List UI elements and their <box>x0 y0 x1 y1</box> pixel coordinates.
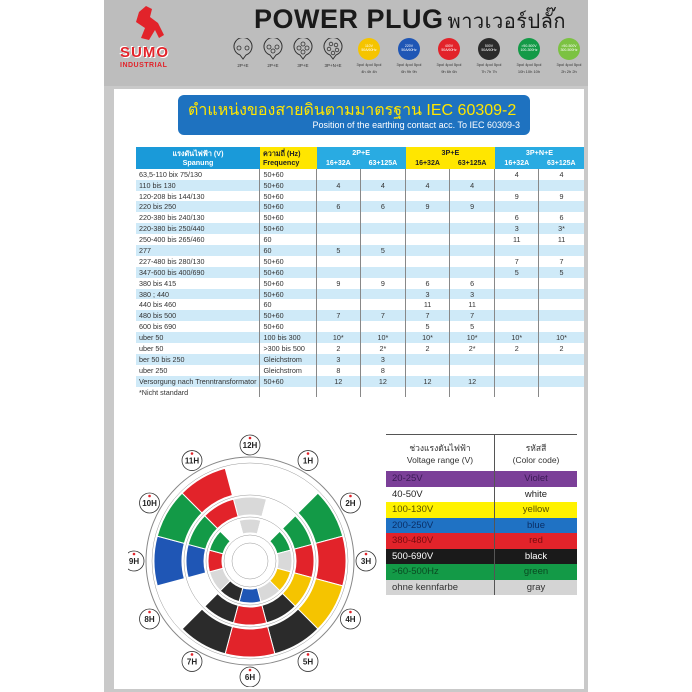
clock-position-diagram <box>128 429 383 687</box>
position-cell <box>495 354 539 365</box>
hours-label: 2h 2h 2h <box>561 69 577 74</box>
voltage-cell: uber 50 <box>136 332 260 343</box>
voltage-cell: 380 bis 415 <box>139 278 177 288</box>
table-body <box>136 169 584 398</box>
position-cell <box>449 191 495 202</box>
color-circle-lightgreen <box>552 38 586 74</box>
position-cell: 11 <box>539 234 584 245</box>
table-row <box>136 191 584 202</box>
frequency-cell: 50+60 <box>260 169 317 180</box>
legend-body <box>386 471 577 595</box>
voltage-cell: uber 250 <box>139 365 168 375</box>
position-cell: 4 <box>449 180 495 191</box>
group-3pne: 3P+N+E <box>495 147 584 158</box>
color-dot: >50-500V 300-500Hz <box>558 38 580 60</box>
position-cell: 8 <box>317 365 361 376</box>
position-cell <box>449 212 495 223</box>
position-cell <box>449 267 495 278</box>
position-cell: 7 <box>495 256 539 267</box>
frequency-cell: 50+60 <box>260 180 317 191</box>
position-cell <box>495 376 539 387</box>
color-dot: 500V 50A/60Hz <box>478 38 500 60</box>
frequency-cell: 50+60 <box>260 376 317 387</box>
content-card <box>114 89 584 689</box>
position-cell <box>317 169 361 180</box>
position-cell: 5 <box>539 267 584 278</box>
position-cell <box>406 169 450 180</box>
plug-label: 2P+E <box>237 63 249 68</box>
hour-label: 12H <box>242 441 258 450</box>
position-cell: 10* <box>317 332 361 343</box>
hours-label: 4h 4h 4h <box>361 69 377 74</box>
position-cell: 11 <box>449 299 495 310</box>
banner-thai: ตำแหน่งของสายดินตามมาตรฐาน IEC 60309-2 <box>188 102 517 119</box>
frequency-cell: 60 <box>260 245 317 256</box>
position-cell: 5 <box>406 321 450 332</box>
position-cell: 10* <box>449 332 495 343</box>
color-circle-green <box>512 38 546 74</box>
earthing-position-table <box>136 147 584 397</box>
position-cell: 12 <box>317 376 361 387</box>
voltage-cell: 347-600 bis 400/690 <box>136 267 260 278</box>
footnote: *Nicht standard <box>139 387 189 397</box>
frequency-cell: 60 <box>260 299 317 310</box>
hour-label: 10H <box>142 499 157 508</box>
plug-types <box>230 38 346 68</box>
position-cell <box>495 310 539 321</box>
position-cell <box>495 180 539 191</box>
page-title <box>254 4 566 37</box>
hour-label: 4H <box>345 615 356 624</box>
position-cell: 4 <box>406 180 450 191</box>
sub-header: 63+125A <box>449 158 495 169</box>
group-2pe: 2P+E <box>317 147 406 158</box>
position-cell: 3 <box>317 354 361 365</box>
frequency-cell: Gleichstrom <box>260 365 317 376</box>
legend-range: 500-690V <box>392 550 434 562</box>
earth-dot-icon <box>307 653 310 656</box>
position-cell <box>495 289 539 300</box>
sub-header: 16+32A <box>317 158 361 169</box>
position-cell <box>406 365 450 376</box>
frequency-cell: 50+60 <box>260 267 317 278</box>
frequency-cell: 50+60 <box>260 321 317 332</box>
position-cell <box>406 267 450 278</box>
table-row <box>136 354 584 365</box>
table-row <box>136 278 584 289</box>
plug-3pin-icon <box>261 38 285 60</box>
hour-label: 2H <box>345 499 356 508</box>
position-cell: 7 <box>360 310 406 321</box>
earth-dot-icon <box>148 611 151 614</box>
position-cell: 9 <box>539 191 584 202</box>
position-cell: 12 <box>406 376 450 387</box>
position-cell <box>539 376 584 387</box>
brand-sub: INDUSTRIAL <box>120 62 168 69</box>
col-frequency: ความถี่ (Hz) Frequency <box>260 147 317 169</box>
position-cell: 5 <box>317 245 361 256</box>
position-cell <box>449 169 495 180</box>
legend-code: black <box>495 549 578 565</box>
hour-label: 1H <box>302 456 314 466</box>
position-cell <box>360 234 406 245</box>
position-cell: 3 <box>449 289 495 300</box>
sumo-wrestler-icon <box>128 4 168 44</box>
hours-label: 10h 10h 10h <box>517 69 541 74</box>
position-cell: 11 <box>406 299 450 310</box>
sub-header: 63+125A <box>539 158 584 169</box>
earth-dot-icon <box>249 437 252 440</box>
position-cell <box>495 201 539 212</box>
position-cell <box>406 212 450 223</box>
hour-label: 6H <box>244 673 256 682</box>
legend-row <box>386 502 577 518</box>
position-cell: 5 <box>495 267 539 278</box>
position-cell: 4 <box>317 180 361 191</box>
position-cell: 2* <box>449 343 495 354</box>
frequency-cell: 100 bis 300 <box>260 332 317 343</box>
table-row <box>136 169 584 180</box>
hour-label: 11H <box>184 456 200 466</box>
color-circle-yellow <box>352 38 386 74</box>
position-cell <box>360 212 406 223</box>
table-row <box>136 365 584 376</box>
position-cell <box>406 245 450 256</box>
position-cell <box>360 169 406 180</box>
header <box>104 0 588 86</box>
position-cell <box>539 180 584 191</box>
position-cell: 3 <box>495 223 539 234</box>
position-cell <box>406 223 450 234</box>
position-cell: 6 <box>449 278 495 289</box>
legend-code: red <box>495 533 578 549</box>
plug-label: 3P+E <box>297 63 309 68</box>
color-dot: >50-500V 100-300Hz <box>518 38 540 60</box>
brand-name: SUMO <box>120 44 169 61</box>
voltage-cell: 250-400 bis 265/460 <box>139 235 205 245</box>
position-cell <box>360 267 406 278</box>
hour-label: 3H <box>360 557 372 566</box>
legend-row <box>386 533 577 549</box>
voltage-cell: 600 bis 690 <box>139 322 177 332</box>
frequency-cell: 50+60 <box>260 289 317 300</box>
position-cell: 8 <box>360 365 406 376</box>
voltage-cell: 380 ; 440 <box>136 289 260 300</box>
position-cell <box>539 310 584 321</box>
voltage-cell: 110 bis 130 <box>136 180 260 191</box>
poster <box>104 0 588 692</box>
position-cell <box>495 365 539 376</box>
title-thai: พาวเวอร์ปลั๊ก <box>447 11 567 33</box>
color-dot: 220V 50A/60Hz <box>398 38 420 60</box>
sub-header: 16+32A <box>406 158 450 169</box>
legend-row <box>386 564 577 580</box>
plug-type <box>290 38 316 68</box>
table-row <box>136 212 584 223</box>
table-row <box>136 180 584 191</box>
poles-label: 3pol 4pol 5pol <box>396 62 422 67</box>
earth-dot-icon <box>307 452 310 455</box>
position-cell: 7 <box>317 310 361 321</box>
legend-code: gray <box>495 580 578 596</box>
legend-row <box>386 580 577 596</box>
position-cell: 5 <box>360 245 406 256</box>
position-cell: 10* <box>539 332 584 343</box>
legend-row <box>386 471 577 487</box>
position-cell <box>539 365 584 376</box>
footnote-row <box>136 387 584 398</box>
position-cell: 6 <box>360 201 406 212</box>
position-cell <box>449 256 495 267</box>
voltage-cell: 220 bis 250 <box>136 201 260 212</box>
position-cell: 2 <box>495 343 539 354</box>
earth-dot-icon <box>191 452 194 455</box>
banner-english: Position of the earthing contact acc. To IEC 60309-3 <box>312 120 520 130</box>
position-cell <box>317 223 361 234</box>
hour-label: 9H <box>128 557 140 566</box>
position-cell: 6 <box>539 212 584 223</box>
frequency-cell: 50+60 <box>260 201 317 212</box>
poles-label: 3pol 4pol 5pol <box>476 62 502 67</box>
voltage-cell: 480 bis 500 <box>136 310 260 321</box>
table-row <box>136 376 584 387</box>
color-circle-blue <box>392 38 426 74</box>
position-cell: 9 <box>449 201 495 212</box>
plug-2pin-icon <box>231 38 255 60</box>
legend-row <box>386 487 577 503</box>
position-cell: 7 <box>406 310 450 321</box>
table-row <box>136 256 584 267</box>
legend-range: 100-130V <box>392 504 434 516</box>
frequency-cell: Gleichstrom <box>260 354 317 365</box>
hour-label: 7H <box>186 657 198 667</box>
position-cell <box>449 223 495 234</box>
position-cell: 2* <box>360 343 406 354</box>
voltage-cell: 63,5-110 bix 75/130 <box>139 169 203 179</box>
earth-dot-icon <box>365 553 368 556</box>
plug-type <box>320 38 346 68</box>
table-row <box>136 234 584 245</box>
table-row <box>136 343 584 354</box>
position-cell: 6 <box>495 212 539 223</box>
hours-label: 9h 6h 6h <box>441 69 457 74</box>
voltage-cell: 227-480 bis 280/130 <box>139 256 205 266</box>
sub-header: 16+32A <box>495 158 539 169</box>
table-row <box>136 299 584 310</box>
position-cell <box>317 289 361 300</box>
position-cell <box>539 354 584 365</box>
color-dot: 110V 50A/60Hz <box>358 38 380 60</box>
position-cell: 9 <box>406 201 450 212</box>
position-cell: 4 <box>495 169 539 180</box>
color-circle-black <box>472 38 506 74</box>
frequency-cell: 50+60 <box>260 212 317 223</box>
plug-type <box>230 38 256 68</box>
position-cell <box>406 234 450 245</box>
voltage-cell: Versorgung nach Trenntransformator <box>136 376 260 387</box>
position-cell: 7 <box>449 310 495 321</box>
position-cell <box>406 256 450 267</box>
position-cell: 2 <box>539 343 584 354</box>
position-cell <box>317 267 361 278</box>
legend-range: 200-250V <box>392 519 434 531</box>
table-row <box>136 289 584 300</box>
earth-dot-icon <box>349 495 352 498</box>
position-cell: 9 <box>360 278 406 289</box>
voltage-cell: 277 <box>136 245 260 256</box>
position-cell: 11 <box>495 234 539 245</box>
legend-range: 380-480V <box>392 535 434 547</box>
position-cell <box>495 321 539 332</box>
voltage-cell: 120-208 bis 144/130 <box>139 191 205 201</box>
position-cell: 5 <box>449 321 495 332</box>
hour-label: 5H <box>302 657 314 667</box>
position-cell: 6 <box>406 278 450 289</box>
table-row <box>136 321 584 332</box>
table-row <box>136 223 584 234</box>
plug-4pin-icon <box>291 38 315 60</box>
table-row <box>136 201 584 212</box>
legend-code: yellow <box>495 502 578 518</box>
hours-label: 7h 7h 7h <box>481 69 497 74</box>
frequency-cell: >300 bis 500 <box>260 343 317 354</box>
frequency-cell: 60 <box>260 234 317 245</box>
position-cell: 10* <box>360 332 406 343</box>
hours-label: 6h 9h 9h <box>401 69 417 74</box>
color-dot: 400V 50A/60Hz <box>438 38 460 60</box>
position-cell <box>449 365 495 376</box>
plug-type <box>260 38 286 68</box>
position-cell <box>360 256 406 267</box>
position-cell <box>539 299 584 310</box>
frequency-cell: 50+60 <box>260 223 317 234</box>
position-cell <box>406 191 450 202</box>
position-cell <box>360 191 406 202</box>
legend-code: green <box>495 564 578 580</box>
position-cell <box>495 245 539 256</box>
position-cell: 3 <box>406 289 450 300</box>
color-code-legend <box>386 434 577 595</box>
legend-code: blue <box>495 518 578 534</box>
frequency-cell: 50+60 <box>260 191 317 202</box>
position-cell <box>449 245 495 256</box>
color-code-circles <box>352 38 586 74</box>
hour-label: 8H <box>144 615 155 624</box>
earth-dot-icon <box>148 495 151 498</box>
frequency-cell: 50+60 <box>260 256 317 267</box>
position-cell <box>449 354 495 365</box>
legend-range: 40-50V <box>392 488 423 500</box>
legend-row <box>386 518 577 534</box>
position-cell: 4 <box>539 169 584 180</box>
voltage-cell: ber 50 bis 250 <box>136 354 260 365</box>
position-cell <box>317 321 361 332</box>
earth-dot-icon <box>133 553 136 556</box>
position-cell <box>449 234 495 245</box>
position-cell <box>406 354 450 365</box>
earth-dot-icon <box>349 611 352 614</box>
brand-logo <box>114 4 194 74</box>
position-cell <box>539 245 584 256</box>
position-cell <box>360 289 406 300</box>
position-cell <box>317 234 361 245</box>
legend-range: 20-25V <box>392 473 423 485</box>
color-circle-red <box>432 38 466 74</box>
position-cell <box>360 299 406 310</box>
voltage-cell: 440 bis 460 <box>139 300 177 310</box>
legend-code: Violet <box>495 471 578 487</box>
position-cell: 3* <box>539 223 584 234</box>
frequency-cell: 50+60 <box>260 310 317 321</box>
position-cell: 7 <box>539 256 584 267</box>
position-cell: 9 <box>317 278 361 289</box>
position-cell <box>495 299 539 310</box>
plug-label: 3P+N+E <box>324 63 342 68</box>
position-cell <box>539 278 584 289</box>
position-cell <box>317 212 361 223</box>
position-cell <box>317 256 361 267</box>
frequency-cell: 50+60 <box>260 278 317 289</box>
legend-range: >60-500Hz <box>392 566 439 578</box>
position-cell <box>539 289 584 300</box>
table-row <box>136 267 584 278</box>
section-banner <box>178 95 530 135</box>
position-cell: 10* <box>406 332 450 343</box>
title-en: POWER PLUG <box>254 4 444 34</box>
sub-header: 63+125A <box>360 158 406 169</box>
position-cell <box>539 201 584 212</box>
position-cell: 4 <box>360 180 406 191</box>
position-cell <box>360 321 406 332</box>
position-cell <box>539 321 584 332</box>
position-cell <box>317 191 361 202</box>
earth-dot-icon <box>249 669 252 672</box>
poles-label: 3pol 4pol 5pol <box>436 62 462 67</box>
earth-dot-icon <box>191 653 194 656</box>
legend-code: white <box>495 487 578 503</box>
position-cell <box>495 278 539 289</box>
poles-label: 3pol 4pol 5pol <box>556 62 582 67</box>
poles-label: 3pol 4pol 5pol <box>516 62 542 67</box>
position-cell: 2 <box>317 343 361 354</box>
position-cell: 6 <box>317 201 361 212</box>
plug-label: 2P+E <box>267 63 279 68</box>
position-cell: 9 <box>495 191 539 202</box>
position-cell: 12 <box>449 376 495 387</box>
position-cell: 12 <box>360 376 406 387</box>
table-row <box>136 245 584 256</box>
table-row <box>136 310 584 321</box>
position-cell: 2 <box>406 343 450 354</box>
col-voltage: แรงดันไฟฟ้า (V) Spanung <box>136 147 260 169</box>
table-row <box>136 332 584 343</box>
position-cell: 3 <box>360 354 406 365</box>
legend-range: ohne kennfarbe <box>392 581 459 593</box>
poles-label: 3pol 4pol 5pol <box>356 62 382 67</box>
position-cell: 10* <box>495 332 539 343</box>
voltage-cell: 220-380 bis 250/440 <box>136 223 260 234</box>
legend-row <box>386 549 577 565</box>
plug-5pin-icon <box>321 38 345 60</box>
voltage-cell: 220-380 bis 240/130 <box>139 213 205 223</box>
position-cell <box>360 223 406 234</box>
position-cell <box>317 299 361 310</box>
legend-head-range: ช่วงแรงดันไฟฟ้า Voltage range (V) <box>386 435 495 472</box>
group-3pe: 3P+E <box>406 147 495 158</box>
legend-head-code: รหัสสี (Color code) <box>495 435 578 472</box>
voltage-cell: uber 50 <box>139 343 164 353</box>
